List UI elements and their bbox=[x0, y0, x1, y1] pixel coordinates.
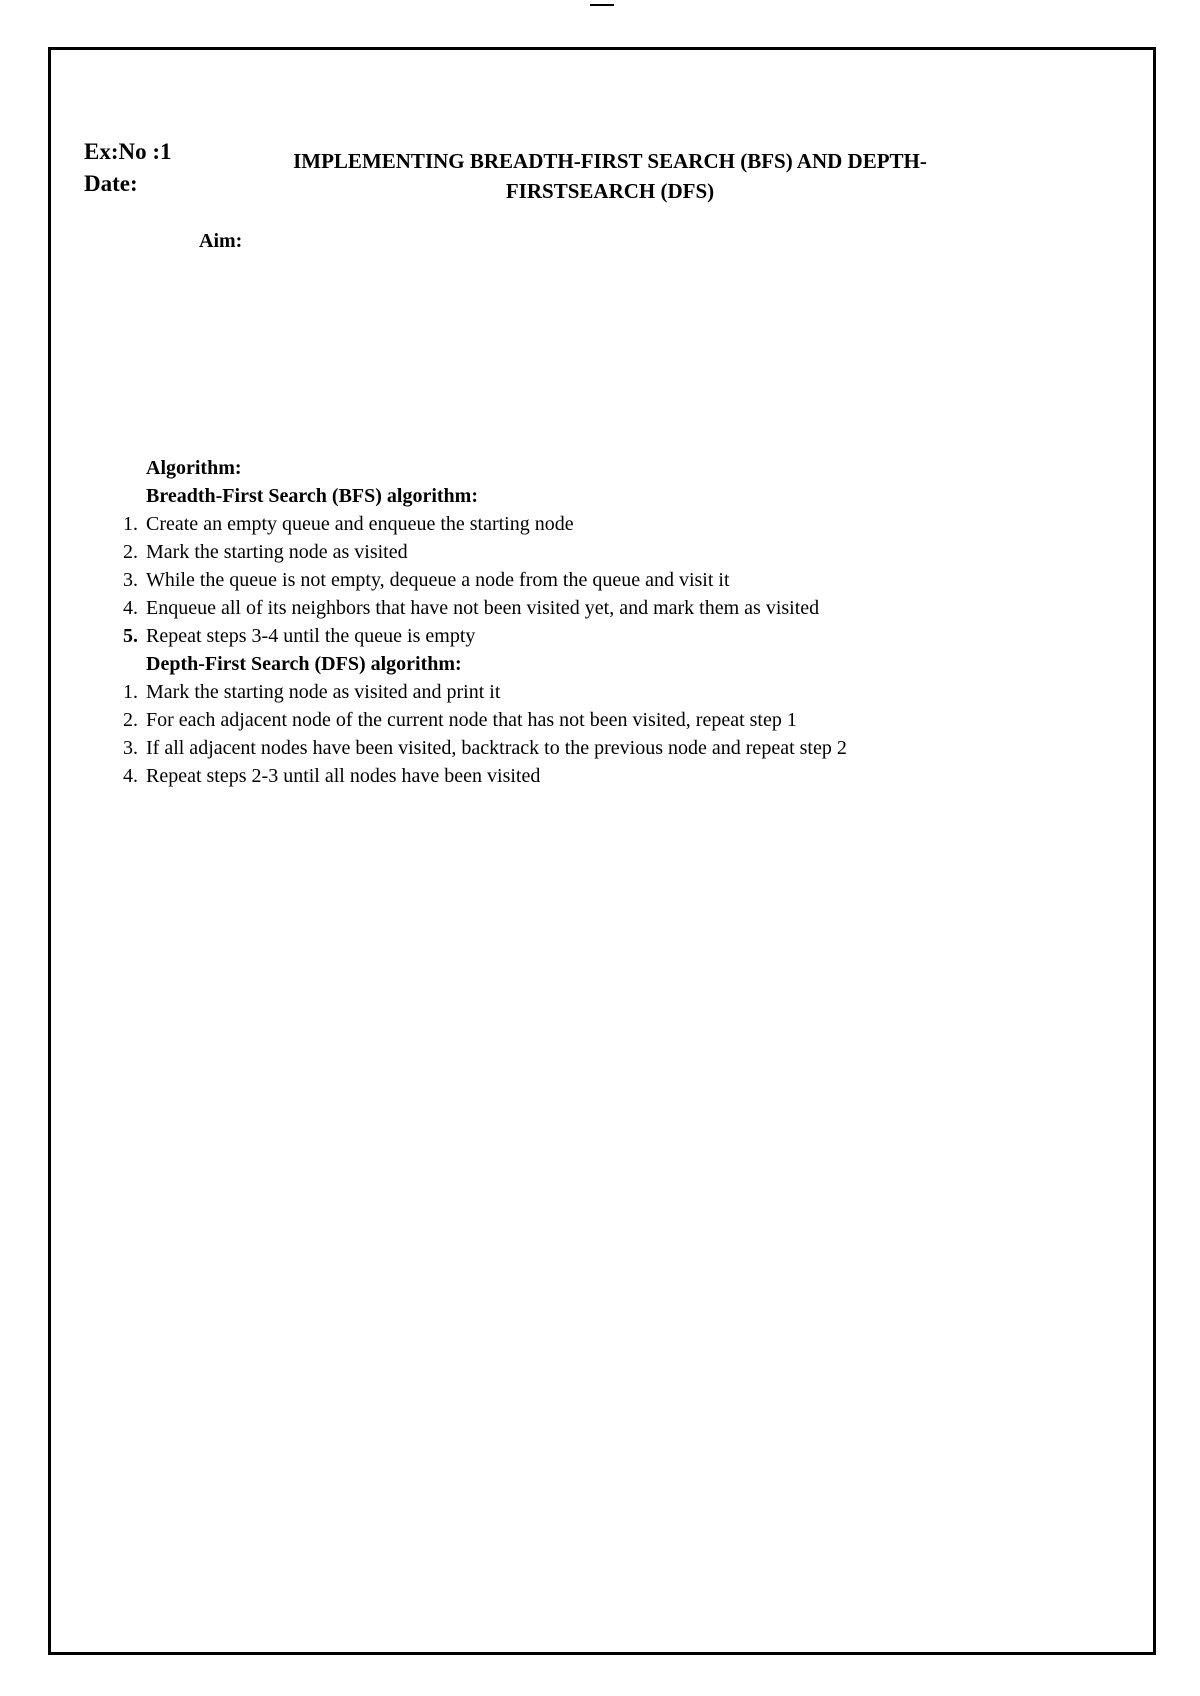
step-number: 4. bbox=[123, 765, 138, 787]
step-number: 1. bbox=[123, 681, 138, 703]
list-item bbox=[100, 678, 847, 706]
bfs-heading: Breadth-First Search (BFS) algorithm: bbox=[146, 485, 479, 507]
exercise-number: Ex:No :1 bbox=[84, 139, 172, 164]
step-number: 3. bbox=[123, 569, 138, 591]
step-text: Enqueue all of its neighbors that have not been visited yet, and mark them as visited bbox=[146, 597, 820, 619]
list-item bbox=[100, 594, 847, 622]
algorithm-section bbox=[100, 454, 847, 790]
list-item bbox=[100, 566, 847, 594]
list-item bbox=[100, 510, 847, 538]
step-text: For each adjacent node of the current node that has not been visited, repeat step 1 bbox=[146, 709, 797, 731]
bfs-steps-list bbox=[100, 510, 847, 650]
dfs-heading: Depth-First Search (DFS) algorithm: bbox=[146, 653, 462, 675]
step-text: Mark the starting node as visited and print it bbox=[146, 681, 501, 703]
step-text: Create an empty queue and enqueue the starting node bbox=[146, 513, 574, 535]
title-line-2: FIRSTSEARCH (DFS) bbox=[505, 179, 715, 203]
list-item bbox=[100, 762, 847, 790]
step-number: 1. bbox=[123, 513, 138, 535]
title-line-1: IMPLEMENTING BREADTH-FIRST SEARCH (BFS) AND DEPTH- bbox=[293, 149, 927, 173]
page-title bbox=[210, 146, 1010, 206]
step-number: 2. bbox=[123, 709, 138, 731]
algorithm-heading: Algorithm: bbox=[146, 457, 242, 479]
header-meta bbox=[84, 136, 172, 200]
page-border bbox=[48, 47, 1156, 1655]
step-text: Repeat steps 3-4 until the queue is empty bbox=[146, 625, 476, 647]
step-number: 5. bbox=[123, 625, 138, 647]
step-text: If all adjacent nodes have been visited, backtrack to the previous node and repeat step 2 bbox=[146, 737, 847, 759]
step-text: Mark the starting node as visited bbox=[146, 541, 408, 563]
date-label: Date: bbox=[84, 171, 138, 196]
list-item bbox=[100, 734, 847, 762]
list-item bbox=[100, 538, 847, 566]
list-item bbox=[100, 622, 847, 650]
step-text: While the queue is not empty, dequeue a node from the queue and visit it bbox=[146, 569, 730, 591]
list-item bbox=[100, 706, 847, 734]
dfs-steps-list bbox=[100, 678, 847, 790]
aim-label: Aim: bbox=[199, 230, 243, 252]
step-text: Repeat steps 2-3 until all nodes have been visited bbox=[146, 765, 541, 787]
step-number: 2. bbox=[123, 541, 138, 563]
step-number: 4. bbox=[123, 597, 138, 619]
page-number-mark bbox=[590, 0, 614, 6]
step-number: 3. bbox=[123, 737, 138, 759]
